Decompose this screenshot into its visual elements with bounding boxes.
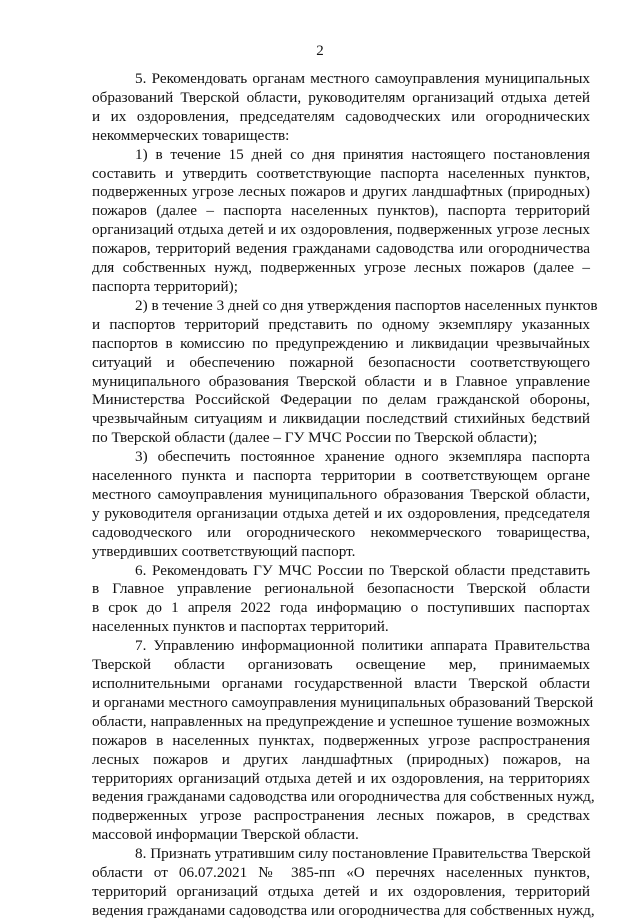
text-line: ведения гражданами садоводства или огородничества для собственных нужд, (92, 788, 595, 806)
text-line: 8. Признать утратившим силу постановление Правительства Тверской (135, 845, 591, 863)
text-line: массовой информации Тверской области. (92, 826, 359, 844)
text-line: организаций отдыха детей и их оздоровления, подверженных угрозе лесных (92, 221, 590, 239)
paragraph-p5-1 (92, 146, 590, 297)
text-line: Тверской области организовать освещение мер, принимаемых (92, 656, 590, 674)
text-line: области от 06.07.2021 № 385-пп «О перечнях населенных пунктов, (92, 864, 590, 882)
text-line: подверженных угрозе лесных пожаров и других ландшафтных (природных) (92, 183, 590, 201)
text-line: территорий организаций отдыха детей и их оздоровления, территорий (92, 882, 590, 900)
text-line: муниципального образования Тверской области и в Главное управление (92, 372, 590, 390)
text-line: 7. Управлению информационной политики аппарата Правительства (135, 637, 590, 655)
text-line: пожаров (далее – паспорта населенных пунктов), паспорта территорий (92, 202, 590, 220)
text-line: лесных пожаров и других ландшафтных (природных) пожаров, на (92, 750, 590, 768)
page-number: 2 (316, 43, 324, 59)
text-line: по Тверской области (далее – ГУ МЧС России по Тверской области); (92, 429, 538, 447)
text-line: у руководителя организации отдыха детей и их оздоровления, председателя (92, 504, 590, 522)
text-line: паспорта территорий); (92, 277, 238, 295)
paragraph-p5 (92, 70, 590, 146)
text-line: ведения гражданами садоводства или огородничества для собственных нужд, (92, 901, 595, 919)
text-line: и органами местного самоуправления муниципальных образований Тверской (92, 693, 594, 711)
text-line: 3) обеспечить постоянное хранение одного экземпляра паспорта (135, 448, 590, 466)
text-line: и их оздоровления, председателям садоводческих или огороднических (92, 107, 590, 125)
paragraph-p6 (92, 562, 590, 638)
text-line: для собственных нужд, подверженных угрозе лесных пожаров (далее – (92, 259, 590, 277)
text-line: утвердивших соответствующий паспорт. (92, 542, 356, 560)
paragraph-p5-2 (92, 296, 598, 448)
text-line: 2) в течение 3 дней со дня утверждения паспортов населенных пунктов (135, 296, 598, 314)
text-line: пожаров в населенных пунктах, подверженных угрозе распространения (92, 731, 590, 749)
text-line: садоводческого или огороднического некоммерческого товарищества, (92, 523, 590, 541)
text-line: подверженных угрозе распространения лесных пожаров, в средствах (92, 807, 590, 825)
text-line: в Главное управление региональной безопасности Тверской области (92, 580, 590, 598)
text-line: пожаров, территорий ведения гражданами садоводства или огородничества (92, 240, 590, 258)
text-line: образований Тверской области, руководителям организаций отдыха детей (92, 88, 590, 106)
text-line: населенных пунктов и паспортах территорий. (92, 618, 389, 636)
paragraph-p5-3 (92, 448, 590, 561)
text-line: 5. Рекомендовать органам местного самоуправления муниципальных (135, 70, 590, 87)
text-line: чрезвычайным ситуациям и ликвидации последствий стихийных бедствий (92, 410, 590, 428)
document-body (92, 70, 598, 921)
text-line: и паспортов территорий представить по одному экземпляру указанных (92, 315, 590, 333)
text-line: местного самоуправления муниципального образования Тверской области, (92, 485, 590, 503)
text-line: территориях организаций отдыха детей и их оздоровления, на территориях (92, 769, 590, 787)
paragraph-p8 (92, 845, 595, 921)
text-line: в срок до 1 апреля 2022 года информацию о поступивших паспортах (92, 599, 590, 617)
text-line: ситуаций и обеспечению пожарной безопасности соответствующего (92, 353, 590, 371)
text-line: паспортов в комиссию по предупреждению и ликвидации чрезвычайных (92, 334, 590, 352)
text-line: составить и утвердить соответствующие паспорта населенных пунктов, (92, 164, 590, 182)
text-line: некоммерческих товариществ: (92, 126, 290, 144)
text-line: исполнительными органами государственной власти Тверской области (92, 675, 590, 692)
text-line: области, направленных на предупреждение и успешное тушение возможных (92, 712, 590, 730)
text-line: населенного пункта и паспорта территории в соответствующем органе (92, 467, 590, 485)
text-line: Министерства Российской Федерации по делам гражданской обороны, (92, 391, 590, 409)
text-line: 6. Рекомендовать ГУ МЧС России по Тверской области представить (135, 561, 590, 579)
paragraph-p7 (92, 637, 595, 845)
text-line: 1) в течение 15 дней со дня принятия настоящего постановления (135, 145, 590, 163)
